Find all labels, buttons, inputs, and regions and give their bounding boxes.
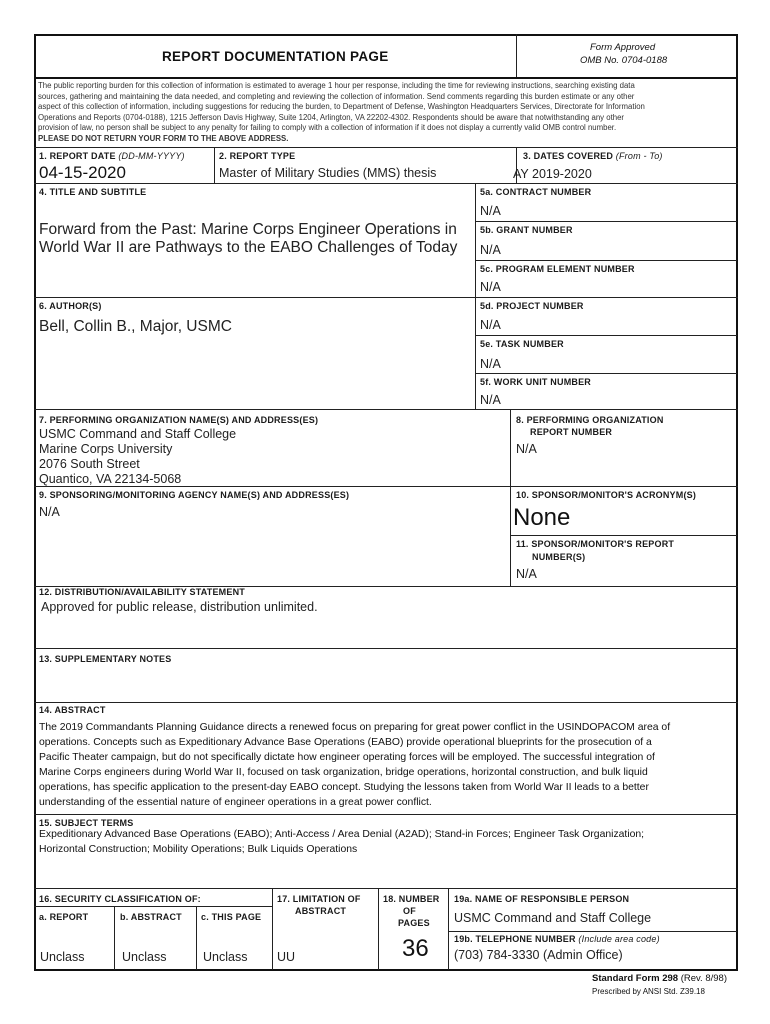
security-abstract-value[interactable]: Unclass [122, 950, 167, 964]
form-border-left [34, 34, 36, 971]
telephone-value[interactable]: (703) 784-3330 (Admin Office) [454, 948, 623, 962]
burden-notice-line: provision of law, no person shall be subject to any penalty for failing to comply with a collection of information if it does not display a currently valid OMB control number. [38, 123, 617, 132]
subject-terms-line: Expeditionary Advanced Base Operations (EABO); Anti-Access / Area Denial (A2AD); Stand-in Forces; Engineer Task Organization; [39, 829, 645, 840]
form-revision: (Rev. 8/98) [680, 973, 727, 984]
performing-org-label: 7. PERFORMING ORGANIZATION NAME(S) AND ADDRESS(ES) [39, 415, 319, 425]
distribution-label: 12. DISTRIBUTION/AVAILABILITY STATEMENT [39, 587, 245, 597]
title-label: 4. TITLE AND SUBTITLE [39, 187, 147, 197]
dates-covered-label: 3. DATES COVERED (From - To) [523, 151, 663, 161]
sponsoring-agency-label: 9. SPONSORING/MONITORING AGENCY NAME(S) AND ADDRESS(ES) [39, 490, 350, 500]
abstract-line: Marine Corps engineers during World War II, focused on task organization, bridge operations, horizontal construction, and bulk liquid [39, 767, 648, 778]
subject-terms-label: 15. SUBJECT TERMS [39, 818, 134, 828]
burden-notice-line: aspect of this collection of information, including suggestions for reducing the burden, to Department of Defense, Washington Headquarters Services, Directorate for Information [38, 102, 645, 111]
abstract-line: The 2019 Commandants Planning Guidance directs a renewed focus on preparing for great power conflict in the USINDOPACOM area of [39, 722, 671, 733]
form-border-bottom [34, 969, 738, 971]
sponsor-acronym-label: 10. SPONSOR/MONITOR'S ACRONYM(S) [516, 490, 697, 500]
pages-label-3: PAGES [398, 918, 430, 928]
authors-value[interactable]: Bell, Collin B., Major, USMC [39, 318, 232, 335]
form-id [592, 974, 727, 985]
supplementary-label: 13. SUPPLEMENTARY NOTES [39, 654, 172, 664]
prescribed-note: Prescribed by ANSI Std. Z39.18 [592, 987, 705, 996]
form-approved-label: Form Approved [590, 42, 656, 53]
pages-label-1: 18. NUMBER [383, 894, 440, 904]
contract-number-label: 5a. CONTRACT NUMBER [480, 187, 592, 197]
responsible-person-label: 19a. NAME OF RESPONSIBLE PERSON [454, 894, 630, 904]
performing-org-line[interactable]: Quantico, VA 22134-5068 [39, 472, 182, 486]
abstract-label: 14. ABSTRACT [39, 705, 106, 715]
security-abstract-label: b. ABSTRACT [120, 912, 182, 922]
performing-org-line[interactable]: 2076 South Street [39, 457, 140, 471]
task-number-value[interactable]: N/A [480, 357, 501, 371]
contract-number-value[interactable]: N/A [480, 204, 501, 218]
subject-terms-line: Horizontal Construction; Mobility Operations; Bulk Liquids Operations [39, 844, 358, 855]
program-element-label: 5c. PROGRAM ELEMENT NUMBER [480, 264, 635, 274]
security-this-page-label: c. THIS PAGE [201, 912, 262, 922]
abstract-line: understanding of the essential nature of engineer operations in a great power conflict. [39, 797, 432, 808]
limitation-value[interactable]: UU [277, 950, 296, 964]
dates-covered-value[interactable]: AY 2019-2020 [513, 167, 592, 181]
title-line-1[interactable]: Forward from the Past: Marine Corps Engineer Operations in [39, 221, 457, 238]
project-number-label: 5d. PROJECT NUMBER [480, 301, 584, 311]
performing-report-label-2: REPORT NUMBER [530, 427, 613, 437]
limitation-label-1: 17. LIMITATION OF [277, 894, 361, 904]
security-classification-label: 16. SECURITY CLASSIFICATION OF: [39, 894, 201, 904]
distribution-value[interactable]: Approved for public release, distribution unlimited. [41, 600, 318, 614]
form-border-right [736, 34, 738, 971]
abstract-line: operations. Concepts such as Expeditionary Advance Base Operations (EABO) provide operational blueprints for the prosecution of a [39, 737, 652, 748]
sponsor-report-label-1: 11. SPONSOR/MONITOR'S REPORT [516, 539, 675, 549]
report-date-label: 1. REPORT DATE (DD-MM-YYYY) [39, 151, 185, 161]
responsible-person-value[interactable]: USMC Command and Staff College [454, 911, 652, 925]
pages-value[interactable]: 36 [402, 935, 429, 962]
sponsor-acronym-value[interactable]: None [513, 504, 571, 531]
abstract-line: Pacific Theater campaign, but do not specifically dictate how engineer operating forces will be employed. The successful integration of [39, 752, 655, 763]
performing-report-label-1: 8. PERFORMING ORGANIZATION [516, 415, 664, 425]
form-name: Standard Form 298 [592, 973, 679, 984]
page-title: REPORT DOCUMENTATION PAGE [162, 49, 389, 64]
authors-label: 6. AUTHOR(S) [39, 301, 102, 311]
form-border-top [34, 34, 738, 36]
limitation-label-2: ABSTRACT [295, 906, 347, 916]
grant-number-label: 5b. GRANT NUMBER [480, 225, 573, 235]
security-report-value[interactable]: Unclass [40, 950, 85, 964]
burden-notice-line: The public reporting burden for this collection of information is estimated to average 1 hour per response, including the time for reviewing instructions, searching existing data [38, 81, 635, 90]
grant-number-value[interactable]: N/A [480, 243, 501, 257]
sponsor-report-label-2: NUMBER(S) [532, 552, 586, 562]
performing-org-line[interactable]: Marine Corps University [39, 442, 173, 456]
project-number-value[interactable]: N/A [480, 318, 501, 332]
performing-report-value[interactable]: N/A [516, 442, 537, 456]
title-line-2[interactable]: World War II are Pathways to the EABO Challenges of Today [39, 239, 458, 256]
burden-notice-line: sources, gathering and maintaining the data needed, and completing and reviewing the collection of information. Send comments regarding this burden estimate or any other [38, 91, 635, 101]
sponsor-report-value[interactable]: N/A [516, 567, 537, 581]
telephone-label: 19b. TELEPHONE NUMBER (Include area code) [454, 934, 660, 944]
report-date-value[interactable]: 04-15-2020 [39, 163, 126, 182]
security-this-page-value[interactable]: Unclass [203, 950, 248, 964]
security-report-label: a. REPORT [39, 912, 89, 922]
task-number-label: 5e. TASK NUMBER [480, 339, 564, 349]
work-unit-value[interactable]: N/A [480, 393, 501, 407]
work-unit-label: 5f. WORK UNIT NUMBER [480, 377, 591, 387]
performing-org-line[interactable]: USMC Command and Staff College [39, 427, 237, 441]
report-type-label: 2. REPORT TYPE [219, 151, 296, 161]
abstract-line: operations, has specific application to the present-day EABO concept. Studying the lessons taken from World War II leads to a better [39, 782, 649, 793]
program-element-value[interactable]: N/A [480, 280, 501, 294]
report-type-value[interactable]: Master of Military Studies (MMS) thesis [219, 166, 437, 180]
return-warning: PLEASE DO NOT RETURN YOUR FORM TO THE ABOVE ADDRESS. [38, 134, 289, 143]
pages-label-2: OF [403, 906, 416, 916]
omb-number: OMB No. 0704-0188 [580, 55, 668, 66]
sponsoring-agency-value[interactable]: N/A [39, 505, 60, 519]
burden-notice-line: Operations and Reports (0704-0188), 1215 Jefferson Davis Highway, Suite 1204, Arlington, VA 22202-4302. Respondents should be aware that notwithstanding any other [38, 112, 625, 122]
